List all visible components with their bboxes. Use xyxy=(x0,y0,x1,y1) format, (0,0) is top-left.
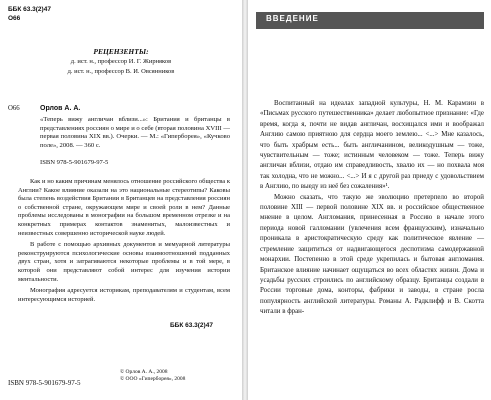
reviewers-title: РЕЦЕНЗЕНТЫ: xyxy=(93,47,149,56)
bbk-code-top: ББК 63.3(2)47 xyxy=(8,6,51,13)
reviewer-2: д. ист. н., профессор В. И. Овсянников xyxy=(67,68,175,75)
bibliographic-description: «Теперь вижу англичан вблизи...»: Британия и британцы в представлениях россиян о мире и о себе (вторая половина XVIII — первая половина XIX вв.). Очерки. — М.: «Гиперборея», «Кучково поле», 2008. — 360 с. xyxy=(40,116,230,149)
author-mark-top: О66 xyxy=(8,15,21,22)
chapter-title: ВВЕДЕНИЕ xyxy=(266,14,319,23)
annotation-paragraph-3: Монография адресуется историкам, преподавателям и студентам, всем интересующимся историей. xyxy=(18,287,230,303)
reviewer-1: д. ист. н., профессор И. Г. Жирняков xyxy=(70,58,172,65)
copyright-publisher: © ООО «Гиперборея», 2008 xyxy=(120,376,186,382)
isbn-bottom: ISBN 978-5-901679-97-5 xyxy=(8,379,81,387)
author-name: Орлов А. А. xyxy=(40,105,81,112)
copyright-block xyxy=(120,369,185,383)
isbn: ISBN 978-5-901679-97-5 xyxy=(40,159,109,166)
body-paragraph-1: Воспитанный на идеалах западной культуры, Н. М. Карамзин в «Письмах русского путешественника» делает любопытное признание: «Где время, когда я, почти не видав англичан, восхищался ими и воображал Англию самою приятною для сердца моего землею... <...> Мне казалось, что быть храбрым есть... быть англичанином, великодушным — тоже, чувствительным — тоже; истинным человеком — тоже. Теперь вижу англичан вблизи, отдаю им справедливость, хвалю их — но похвала моя так холодна, что не можно... <...> И я с другой раз приеду с удовольствием в Англию, по выеду из неё без сожаления»¹. xyxy=(260,100,484,191)
annotation xyxy=(18,178,230,307)
annotation-paragraph-1: Как и но каким причинам менялось отношение российского общества к Англии? Какое влияние оказали на это национальные стереотипы? Каковы была степень воздействия Британии в Британцев на представления россиян о собственной стране, окружающем мире и своей роли в нем? Данные проблемы исследованы в монографии на большом временном отрезке и на конкретных примерах контактов знаменитых, малоизвестных и неизвестных совершенно исторической науке людей. xyxy=(18,178,230,237)
right-page xyxy=(248,0,491,400)
bbk-code-bottom: ББК 63.3(2)47 xyxy=(170,322,213,329)
copyright-author: © Орлов А. А., 2008 xyxy=(120,369,168,375)
body-text xyxy=(260,99,484,318)
body-paragraph-2: Можно сказать, что такую же эволюцию претерпело во второй половине XIII — первой половине XIX вв. и российское общественное мнение в целом. Англомания, принесенная в Россию в начале этого периода новой галломании (увлечения всем французским), изначально проникала в аристократическую среду как политическое явление — стремление защититься от надвигающегося деспотизма самодержавной монархии. Постепенно в этой среде укрепилась и бытовая англомания. Британское влияние начинает ощущаться во всех областях жизни. Дома и усадьбы русских строились по английскому образцу. Британцы создали в России торговые дома, конторы, фабрики и заводы, в стране росла популярность английской литературы. Романы А. Радклифф и В. Скотта читали в фран- xyxy=(260,193,484,316)
author-mark: О66 xyxy=(8,105,20,112)
annotation-paragraph-2: В работе с помощью архивных документов и мемуарной литературы реконструируются психологические основы взаимоотношений подданных двух стран, хотя и затрагиваются некоторые проблемы и в той мере, в которой они представляют собой интерес для изучения истории ментальности. xyxy=(18,241,230,283)
chapter-header-bar xyxy=(256,12,484,29)
left-page xyxy=(0,0,242,400)
